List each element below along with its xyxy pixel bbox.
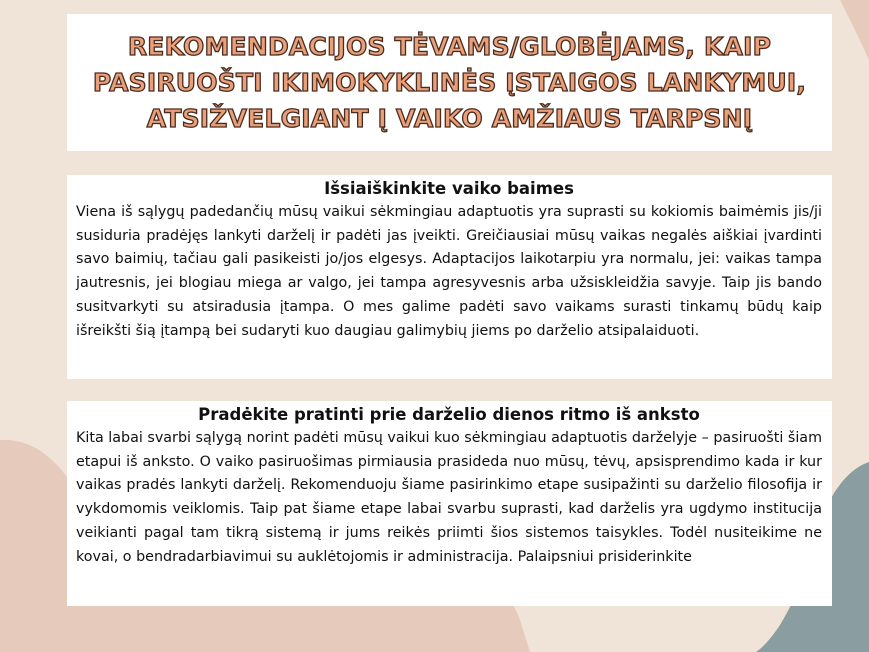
title-card [67, 14, 832, 151]
section-text: Viena iš sąlygų padedančių mūsų vaikui sėkmingiau adaptuotis yra suprasti su kokiomis baimėmis jis/ji susiduria pradėjęs lankyti darželį ir padėti jas įveikti. Greičiausiai mūsų vaikas negalės aiškiai įvardinti savo baimių, tačiau gali pasikeisti jo/jos elgesys. Adaptacijos laikotarpiu yra normalu, jei: vaikas tampa jautresnis, jei blogiau miega ar valgo, jei tampa agresyvesnis arba užsiskleidžia savyje. Taip jis bando susitvarkyti su atsiradusia įtampa. O mes galime padėti savo vaikams surasti tinkamų būdų kaip išreikšti šią įtampą bei sudaryti kuo daugiau galimybių jiems po darželio atsipalaiduoti. [76, 204, 822, 339]
page-title: REKOMENDACIJOS TĖVAMS/GLOBĖJAMS, KAIP PASIRUOŠTI IKIMOKYKLINĖS ĮSTAIGOS LANKYMUI, ATSIŽVELGIANT Į VAIKO AMŽIAUS TARPSNĮ [92, 31, 807, 133]
section-text: Kita labai svarbi sąlygą norint padėti mūsų vaikui kuo sėkmingiau adaptuotis darželyje – pasiruošti šiam etapui iš anksto. O vaiko pasiruošimas pirmiausia prasideda nuo mūsų, tėvų, apsisprendimo kada ir kur vaikas pradės lankyti darželį. Rekomenduoju šiame pasirinkimo etape susipažinti su darželio filosofija ir vykdomomis veiklomis. Taip pat šiame etape labai svarbu suprasti, kad darželis yra ugdymo institucija veikianti pagal tam tikrą sistemą ir jums reikės priimti šios sistemos taisykles. Todėl nusiteikime ne kovai, o bendradarbiavimui su auklėtojomis ir administracija. Palaipsniui prisiderinkite [76, 430, 822, 565]
section-heading: Išsiaiškinkite vaiko baimes [324, 179, 574, 198]
pink-corner-shape [840, 0, 869, 60]
section-child-fears [67, 175, 832, 379]
section-heading: Pradėkite pratinti prie darželio dienos ritmo iš anksto [198, 405, 700, 424]
section-daily-rhythm [67, 401, 832, 606]
